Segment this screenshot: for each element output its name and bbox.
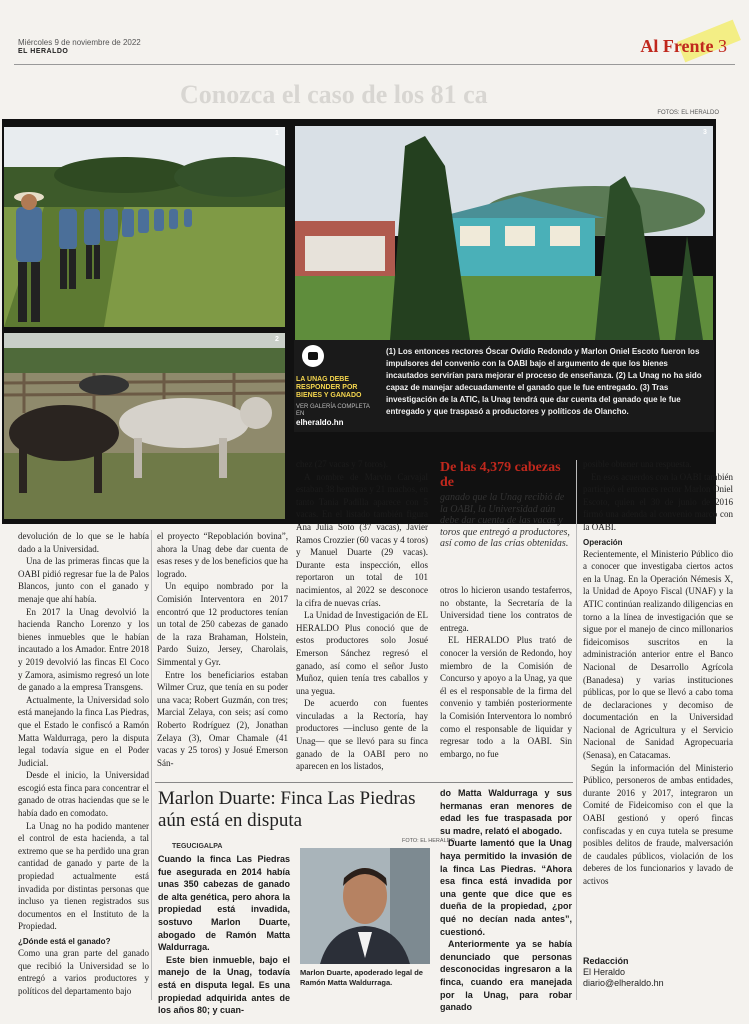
section-name: Al Frente: [640, 36, 714, 56]
photo-number-1: 1: [275, 130, 279, 137]
paragraph: EL HERALDO Plus trató de conocer la versión de Redondo, hoy miembro de la Comisión de Concurso y apoyo a la Unag, ya que él es el responsable de la firma del convenio y también posteriormente la Comisión Interventora lo nombró como el responsable de liquidar y regresar todo a la OABI. Sin embargo, no fue: [440, 635, 572, 759]
photo-number-2: 2: [275, 336, 279, 343]
paragraph: A nombre de Marvin Carvajal estaban 38 hembras y 21 machos, en tanto Tania Padilla aparece con 5 vacas. En el listado también figura Ana Julia Soto (37 vacas), Javier Ramos Crozzier (60 vacas y 4 toros) y Manuel Duarte (29 vacas). Durante esta inspección, ellos reportaron un total de 101 nacimientos, al 2022 se desconoce la cifra de nuevas crías.: [296, 471, 428, 608]
bleed-through-text: Conozca el caso de los 81 ca: [180, 80, 488, 109]
article-column-2: [157, 530, 288, 769]
paragraph: devolución de lo que se le había dado a la Universidad.: [18, 531, 149, 554]
box-column-1: [158, 853, 290, 1017]
paragraph: do Matta Waldurraga y sus hermanas eran menores de edad les fue traspasada por su madre, relató el abogado.: [440, 788, 572, 836]
photo-campus: [295, 126, 713, 340]
box-top-rule: [155, 782, 573, 783]
paragraph: otros lo hicieron usando testaferros, no obstante, la Secretaría de la Universidad tiene los contratos de entrega.: [440, 585, 572, 633]
header-rule: [14, 64, 735, 65]
paragraph: En esos acuerdos con la OABI también participó el entonces rector Marlon Oniel Escoto, quien el 30 de junio de 2016 firmó una adenda al convenio marco con la OABI.: [583, 471, 733, 532]
paragraph: La Unidad de Investigación de EL HERALDO Plus conoció que de estos productores solo Josué Emerson Sánchez regresó el ganado, así como el señor Justo Muñoz, quien tenía tres caballos y una yegua.: [296, 610, 428, 696]
section-heading: [640, 36, 727, 57]
paragraph: chez (27 vacas y 7 toros).: [296, 459, 388, 469]
paragraph: Recientemente, el Ministerio Público dio a conocer que investigaba ciertos actos en la Unag. En la Operación Némesis X, la Unidad de Apoyo Fiscal (UNAF) y la ATIC continúan realizando diligencias en torno a la línea de investigación que se sigue por el manejo de cinco millonarios fideicomisos suscritos en la administración anterior entre el Banco Nacional de Desarrollo Agrícola (Banadesa) y varias instituciones públicas, por lo que se llevó a cabo toma de declaraciones y decomiso de documentación en la Universidad Nacional de Agricultura y el Servicio Nacional de Sanidad Agropecuaria (Senasa), en Catacamas.: [583, 548, 733, 761]
gallery-promo-sub: VER GALERÍA COMPLETA EN: [296, 404, 370, 417]
box-column-2: [440, 787, 572, 1014]
pull-quote-title: De las 4,379 cabezas de: [440, 460, 561, 490]
gallery-link[interactable]: elheraldo.hn: [296, 418, 344, 427]
paragraph: Un equipo nombrado por la Comisión Interventora en 2017 encontró que 12 productores tenían un total de 250 cabezas de ganado de la raza Brahaman, Holstein, Pardo Suizo, Jersey, Charolais, Simmental y Gyr.: [157, 581, 288, 667]
paragraph: De acuerdo con fuentes vinculadas a la Rectoría, hay productores —incluso gente de la Unag— que se llevó para su finca ganado de la OABI pero no aparecen en los listados,: [296, 698, 428, 772]
paragraph: posible obtener una respuesta.: [583, 459, 692, 469]
camera-icon[interactable]: [302, 345, 324, 367]
box-headline: Marlon Duarte: Finca Las Piedras aún está en disputa: [158, 788, 416, 831]
byline-email[interactable]: diario@elheraldo.hn: [583, 978, 664, 988]
column-divider: [151, 530, 152, 1000]
paragraph: Este bien inmueble, bajo el manejo de la Unag, todavía está en disputa legal. Es una propiedad adquirida antes de los años 80; y cuan-: [158, 954, 290, 1016]
byline-label: Redacción: [583, 956, 629, 966]
paragraph: Actualmente, la Universidad solo está manejando la finca Las Piedras, que el Estado le confiscó a Ramón Matta Waldurraga, pero la disputa legal todavía sigue en el Poder Judicial.: [18, 694, 149, 768]
portrait-photo: [300, 848, 430, 964]
portrait-credit: FOTO: EL HERALDO: [402, 838, 455, 844]
paragraph: Según la información del Ministerio Público, personeros de ambas entidades, durante 2016 y 2017, integraron un Comité de Fideicomiso con el que la OABI gestionó y operó fincas confiscadas y en cuya tutela se presume posibles delitos de fraude, malversación de caudales públicos, violación de los deberes de los funcionarios y lavado de activos: [583, 762, 733, 886]
paragraph: Una de las primeras fincas que la OABI pidió regresar fue la de Palos Blancos, junto con el ganado y menaje que ahí había.: [18, 556, 149, 604]
paragraph: Desde el inicio, la Universidad escogió esta finca para concentrar el ganado de otras haciendas que se le había dado en comodato.: [18, 770, 149, 819]
byline: [583, 956, 733, 989]
photos-credit: FOTOS: EL HERALDO: [657, 110, 719, 116]
gallery-promo-title[interactable]: LA UNAG DEBE RESPONDER POR BIENES Y GANADO: [296, 376, 362, 399]
photo-number-3: 3: [703, 129, 707, 136]
column-divider: [576, 460, 577, 1000]
paragraph: Cuando la finca Las Piedras fue asegurada en 2014 había unas 350 cabezas de ganado de alta genética, pero ahora la propiedad está invadida, sostuvo Marlon Duarte, abogado de Ramón Matta Waldurraga.: [158, 854, 290, 953]
byline-name: El Heraldo: [583, 967, 626, 977]
article-column-3: [296, 458, 428, 773]
subheading: ¿Dónde está el ganado?: [18, 937, 111, 946]
issue-date: Miércoles 9 de noviembre de 2022: [18, 38, 141, 47]
photo-workers: [4, 127, 285, 327]
paragraph: Duarte lamentó que la Unag haya permitido la invasión de la finca Las Piedras. “Ahora esa finca está invadida por una gente que dice que es dueña de la propiedad, ¿por qué no decían nada antes”, cuestionó.: [440, 838, 572, 937]
paragraph: Como una gran parte del ganado que recibió la Universidad se lo entregó a varios productores y políticos del departamento bajo: [18, 948, 149, 996]
article-column-1: [18, 530, 149, 997]
page-number: 3: [718, 36, 727, 56]
paragraph: el proyecto “Repoblación bovina”, ahora la Unag debe dar cuenta de esas reses y de los beneficios que ha logrado.: [157, 531, 288, 579]
pull-quote-text: ganado que la Unag recibió de la OABI, la Universidad aún debe dar cuenta de las vacas y toros que entregó a productores, así como de las crías obtenidas.: [440, 492, 570, 549]
newspaper-name: EL HERALDO: [18, 48, 69, 55]
article-column-5: [583, 458, 733, 888]
photo-cattle: [4, 333, 285, 519]
article-column-4: [440, 584, 572, 760]
box-dateline: TEGUCIGALPA: [172, 843, 223, 850]
paragraph: En 2017 la Unag devolvió la hacienda Rancho Lorenzo y los bienes inmuebles que le habían incautado a los Amador. Entre 2018 y 2019 devolvió las fincas El Coco y Zamora, asimismo regresó un lote de ganado a la empresa Transgens.: [18, 606, 149, 693]
paragraph: Entre los beneficiarios estaban Wilmer Cruz, que tenía en su poder una vaca; Robert Guzmán, con tres; Marcial Zelaya, con seis; así como Roberto Rodríguez (2), Jonathan Zelaya (3), Omar Chamale (41 vacas y 25 toros) y Josué Emerson Sán-: [157, 669, 288, 768]
paragraph: Anteriormente ya se había denunciado que personas desconocidas ingresaron a la finca, cuando era manejada por la Unag, para robar ganado: [440, 939, 572, 1013]
paragraph: La Unag no ha podido mantener el control de esta hacienda, a tal extremo que se ha perdido una gran cantidad de ganado y parte de la propiedad actualmente está invadida por distintas personas que incluso ya tienen registrados sus documentos en el Instituto de la Propiedad.: [18, 820, 149, 932]
photo-caption: (1) Los entonces rectores Óscar Ovidio Redondo y Marlon Oniel Escoto fueron los impulsores del convenio con la OABI bajo el argumento de que los bienes incautados servirían para mejorar el proceso de enseñanza. (2) La Unag no ha sido capaz de manejar adecuadamente el ganado que le fue entregado. (3) Tras investigación de la ATIC, la Unag tendrá que dar cuenta del ganado que le fue entregado y que traspasó a productores y políticos de Olancho.: [386, 347, 702, 416]
subheading: Operación: [583, 537, 623, 547]
portrait-caption: Marlon Duarte, apoderado legal de Ramón Matta Waldurraga.: [300, 968, 423, 987]
